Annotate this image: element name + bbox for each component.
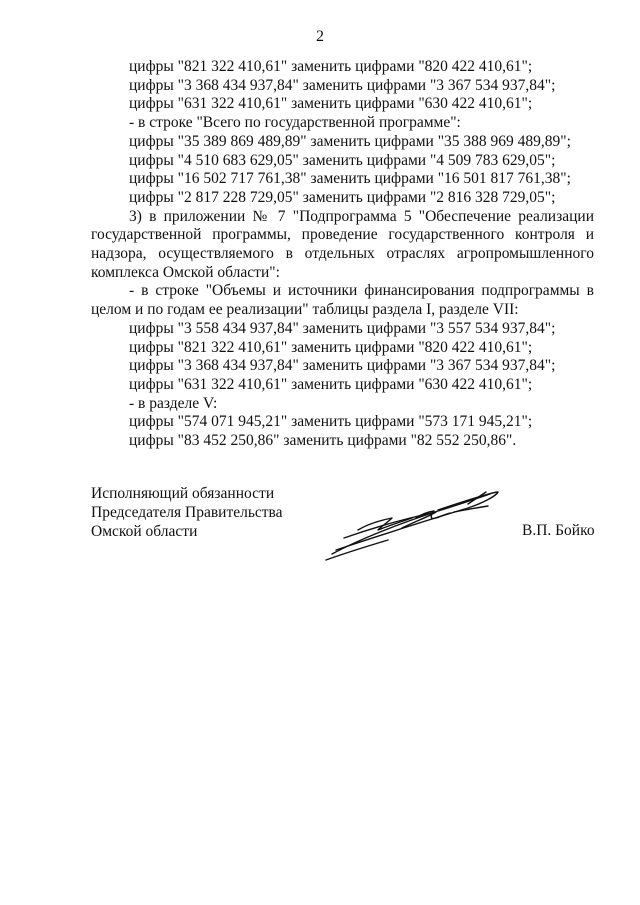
amendment-line: цифры "35 389 869 489,89" заменить цифрами "35 388 969 489,89"; xyxy=(129,132,571,150)
amendment-line: цифры "574 071 945,21" заменить цифрами "573 171 945,21"; xyxy=(129,413,533,431)
signatory-title-line: Исполняющий обязанности xyxy=(91,485,275,502)
amendment-line: цифры "83 452 250,86" заменить цифрами "82 552 250,86". xyxy=(129,432,517,450)
amendment-line: цифры "2 817 228 729,05" заменить цифрами "2 816 328 729,05"; xyxy=(129,188,556,206)
section-heading: - в разделе V: xyxy=(129,394,218,412)
appendix-7-paragraph: 3) в приложении № 7 "Подпрограмма 5 "Обеспечение реализации государственной программы, проведение государственного контроля и надзора, осуществляемого в отдельных отраслях агропромышленного комплекса Омской области": xyxy=(91,207,594,281)
signatory-title-line: Омской области xyxy=(91,523,198,540)
signatory-title-line: Председателя Правительства xyxy=(91,504,283,521)
handwritten-signature xyxy=(318,478,508,570)
amendment-line: цифры "631 322 410,61" заменить цифрами "630 422 410,61"; xyxy=(129,375,533,393)
amendment-line: цифры "4 510 683 629,05" заменить цифрами "4 509 783 629,05"; xyxy=(129,151,556,169)
amendment-line: цифры "821 322 410,61" заменить цифрами "820 422 410,61"; xyxy=(129,338,533,356)
amendment-line: цифры "16 502 717 761,38" заменить цифрами "16 501 817 761,38"; xyxy=(129,170,571,188)
amendment-heading: - в строке "Всего по государственной программе": xyxy=(129,114,461,132)
amendment-line: цифры "3 368 434 937,84" заменить цифрами "3 367 534 937,84"; xyxy=(129,76,556,94)
page-number: 2 xyxy=(316,28,324,45)
signatory-title xyxy=(91,484,283,541)
amendment-line: цифры "631 322 410,61" заменить цифрами "630 422 410,61"; xyxy=(129,95,533,113)
amendment-line: цифры "3 558 434 937,84" заменить цифрами "3 557 534 937,84"; xyxy=(129,319,556,337)
amendment-line: цифры "821 322 410,61" заменить цифрами "820 422 410,61"; xyxy=(129,58,533,75)
signatory-name: В.П. Бойко xyxy=(522,522,595,539)
amendment-line: цифры "3 368 434 937,84" заменить цифрами "3 367 534 937,84"; xyxy=(129,357,556,375)
funding-row-paragraph: - в строке "Объемы и источники финансирования подпрограммы в целом и по годам ее реализации" таблицы раздела I, разделе VII: xyxy=(91,282,594,319)
document-body xyxy=(91,58,594,451)
